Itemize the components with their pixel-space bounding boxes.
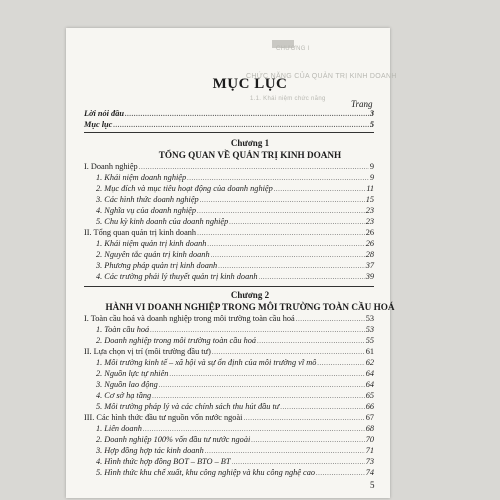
leader-dots: [139, 164, 369, 171]
entry-label: 1. Toàn cầu hoá: [96, 325, 150, 334]
ghost-chapter-text: CHỨC NĂNG CỦA QUẢN TRỊ KINH DOANH: [246, 73, 397, 80]
leader-dots: [229, 219, 364, 226]
toc-section[interactable]: [84, 414, 374, 422]
entry-page: 9: [369, 173, 374, 182]
leader-dots: [251, 437, 364, 444]
entry-page: 61: [365, 347, 374, 356]
entry-page: 67: [365, 413, 374, 422]
entry-label: 3. Các hình thức doanh nghiệp: [96, 195, 199, 204]
entry-label: 2. Doanh nghiệp 100% vốn đầu tư nước ngoài: [96, 435, 251, 444]
leader-dots: [280, 404, 364, 411]
entry-page: 39: [365, 272, 374, 281]
entry-label: 2. Mục đích và mục tiêu hoạt động của doanh nghiệp: [96, 184, 273, 193]
leader-dots: [152, 393, 365, 400]
toc-subsection[interactable]: [96, 207, 374, 215]
leader-dots: [317, 360, 364, 367]
entry-label: 1. Khái niệm quản trị kinh doanh: [96, 239, 207, 248]
toc-subsection[interactable]: [96, 447, 374, 455]
entry-label: 3. Nguồn lao động: [96, 380, 158, 389]
ghost-header-text: CHƯƠNG I: [276, 46, 310, 52]
entry-page: 23: [365, 206, 374, 215]
entry-page: 15: [365, 195, 374, 204]
entry-page: 11: [366, 184, 374, 193]
leader-dots: [150, 327, 365, 334]
entry-page: 65: [365, 391, 374, 400]
toc-subsection[interactable]: [96, 392, 374, 400]
entry-page: 64: [365, 369, 374, 378]
toc-subsection[interactable]: [96, 359, 374, 367]
toc-subsection[interactable]: [96, 425, 374, 433]
toc-subsection[interactable]: [96, 251, 374, 259]
entry-page: 26: [365, 239, 374, 248]
toc-subsection[interactable]: [96, 240, 374, 248]
entry-page: 68: [365, 424, 374, 433]
leader-dots: [243, 415, 364, 422]
leader-dots: [212, 349, 365, 356]
toc-subsection[interactable]: [96, 326, 374, 334]
ghost-section-text: 1.1. Khái niệm chức năng: [250, 96, 326, 102]
entry-page: 5: [369, 120, 374, 129]
entry-label: 4. Nghĩa vụ của doanh nghiệp: [96, 206, 197, 215]
leader-dots: [218, 263, 365, 270]
toc-section[interactable]: [84, 348, 374, 356]
toc-subsection[interactable]: [96, 403, 374, 411]
entry-label: Mục lục: [84, 120, 113, 129]
entry-label: 3. Phương pháp quản trị kinh doanh: [96, 261, 218, 270]
entry-label: 4. Các trường phái lý thuyết quản trị kinh doanh: [96, 272, 258, 281]
toc-subsection[interactable]: [96, 174, 374, 182]
entry-label: 1. Liên doanh: [96, 424, 142, 433]
entry-page: 28: [365, 250, 374, 259]
entry-page: 3: [369, 109, 374, 118]
entry-label: 3. Hợp đồng hợp tác kinh doanh: [96, 446, 204, 455]
toc-subsection[interactable]: [96, 273, 374, 281]
leader-dots: [169, 371, 364, 378]
entry-label: 1. Môi trường kinh tế – xã hội và sự ổn định của môi trường vĩ mô: [96, 358, 317, 367]
toc-subsection[interactable]: [96, 381, 374, 389]
entry-label: II. Tổng quan quản trị kinh doanh: [84, 228, 197, 237]
toc-entry-preface[interactable]: [84, 110, 374, 118]
entry-page: 64: [365, 380, 374, 389]
entry-label: 2. Nguồn lực tự nhiên: [96, 369, 169, 378]
leader-dots: [197, 208, 365, 215]
leader-dots: [259, 274, 365, 281]
entry-page: 62: [365, 358, 374, 367]
leader-dots: [232, 459, 365, 466]
leader-dots: [205, 448, 365, 455]
toc-entry-contents[interactable]: [84, 121, 374, 129]
toc-section[interactable]: [84, 229, 374, 237]
toc-subsection[interactable]: [96, 458, 374, 466]
entry-label: II. Lựa chọn vị trí (môi trường đầu tư): [84, 347, 211, 356]
entry-label: 2. Nguyên tắc quản trị kinh doanh: [96, 250, 210, 259]
leader-dots: [143, 426, 365, 433]
entry-label: 1. Khái niệm doanh nghiệp: [96, 173, 187, 182]
entry-page: 37: [365, 261, 374, 270]
toc-subsection[interactable]: [96, 436, 374, 444]
leader-dots: [159, 382, 365, 389]
entry-label: 2. Doanh nghiệp trong môi trường toàn cầu hoá: [96, 336, 257, 345]
entry-label: 5. Môi trường pháp lý và các chính sách thu hút đầu tư: [96, 402, 280, 411]
chapter-2-title: HÀNH VI DOANH NGHIỆP TRONG MÔI TRƯỜNG TOÀN CẦU HOÁ: [105, 302, 395, 312]
leader-dots: [187, 175, 369, 182]
toc-subsection[interactable]: [96, 262, 374, 270]
leader-dots: [125, 111, 369, 118]
entry-label: 4. Hình thức hợp đồng BOT – BTO – BT: [96, 457, 231, 466]
entry-label: I. Toàn cầu hoá và doanh nghiệp trong môi trường toàn cầu hoá: [84, 314, 295, 323]
entry-page: 71: [365, 446, 374, 455]
entry-label: I. Doanh nghiệp: [84, 162, 138, 171]
leader-dots: [197, 230, 365, 237]
leader-dots: [257, 338, 365, 345]
entry-page: 53: [365, 325, 374, 334]
entry-page: 23: [365, 217, 374, 226]
toc-subsection[interactable]: [96, 218, 374, 226]
leader-dots: [207, 241, 364, 248]
divider-middle: [84, 286, 374, 287]
chapter-1-number: Chương 1: [230, 138, 270, 148]
divider-top: [84, 132, 374, 133]
entry-page: 9: [369, 162, 374, 171]
toc-section[interactable]: [84, 315, 374, 323]
entry-page: 73: [365, 457, 374, 466]
toc-subsection[interactable]: [96, 370, 374, 378]
toc-title: MỤC LỤC: [212, 76, 288, 92]
toc-subsection[interactable]: [96, 196, 374, 204]
toc-subsection[interactable]: [96, 185, 374, 193]
leader-dots: [316, 470, 365, 477]
toc-section[interactable]: [84, 163, 374, 171]
leader-dots: [296, 316, 365, 323]
page-number: 5: [370, 480, 375, 490]
entry-page: 74: [365, 468, 374, 477]
entry-page: 66: [365, 402, 374, 411]
entry-label: 5. Chu kỳ kinh doanh của doanh nghiệp: [96, 217, 229, 226]
chapter-1-title: TỔNG QUAN VỀ QUẢN TRỊ KINH DOANH: [158, 150, 342, 160]
entry-page: 55: [365, 336, 374, 345]
leader-dots: [113, 122, 368, 129]
toc-subsection[interactable]: [96, 337, 374, 345]
entry-label: 5. Hình thức khu chế xuất, khu công nghiệp và khu công nghệ cao: [96, 468, 316, 477]
entry-label: Lời nói đầu: [84, 109, 124, 118]
entry-page: 70: [365, 435, 374, 444]
chapter-2-number: Chương 2: [230, 290, 270, 300]
leader-dots: [274, 186, 366, 193]
page-column-label: Trang: [351, 99, 373, 109]
toc-subsection[interactable]: [96, 469, 374, 477]
leader-dots: [211, 252, 365, 259]
entry-label: III. Các hình thức đầu tư nguồn vốn nước ngoài: [84, 413, 243, 422]
entry-label: 4. Cơ sở hạ tầng: [96, 391, 152, 400]
entry-page: 53: [365, 314, 374, 323]
entry-page: 26: [365, 228, 374, 237]
leader-dots: [200, 197, 365, 204]
